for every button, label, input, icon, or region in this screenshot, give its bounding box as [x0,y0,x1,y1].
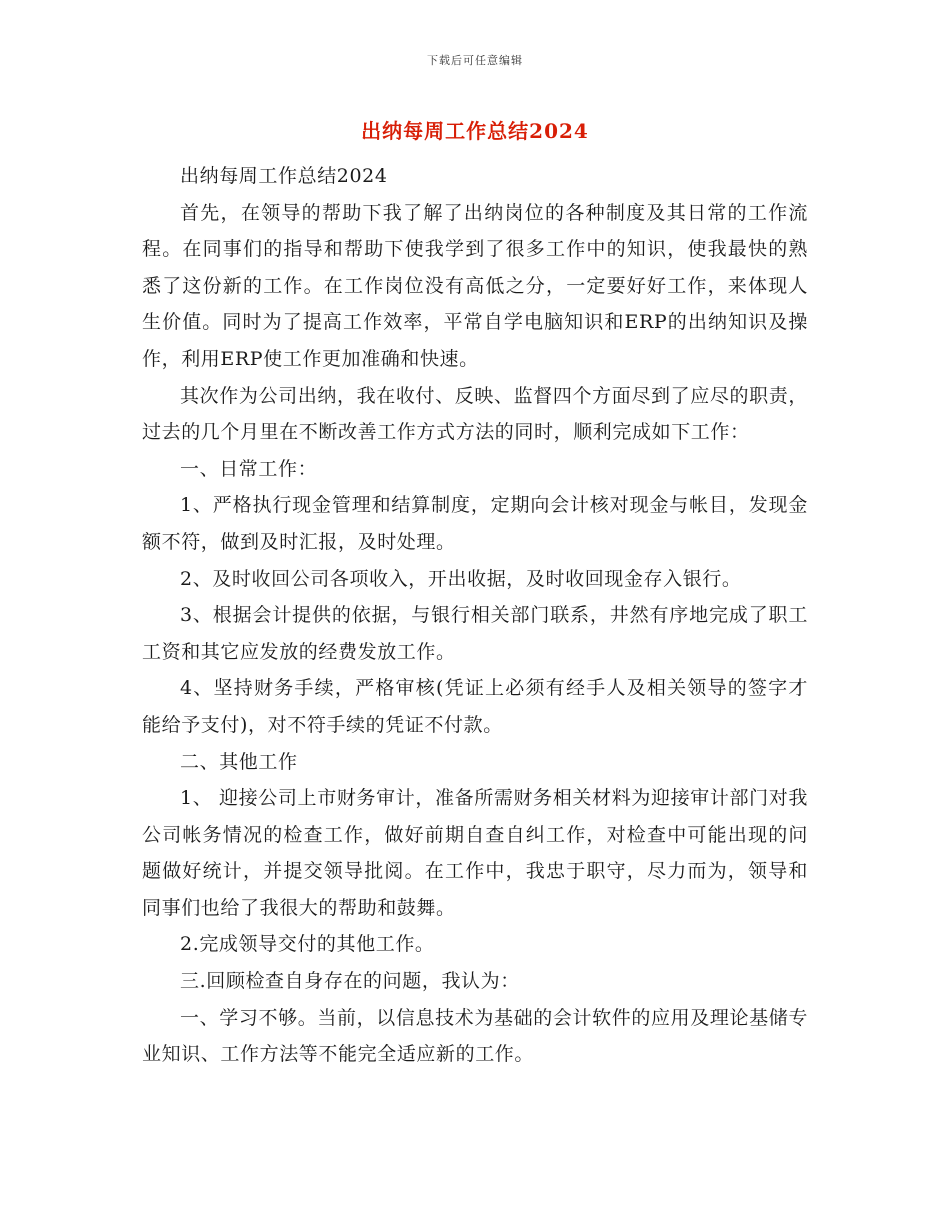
paragraph: 其次作为公司出纳，我在收付、反映、监督四个方面尽到了应尽的职责，过去的几个月里在不断改善工作方式方法的同时，顺利完成如下工作： [142,384,808,444]
list-item: 2.完成领导交付的其他工作。 [180,933,435,956]
list-item: 1、严格执行现金管理和结算制度，定期向会计核对现金与帐目，发现金额不符，做到及时汇报，及时处理。 [142,494,808,553]
section-heading: 三.回顾检查自身存在的问题，我认为： [180,970,520,993]
paragraph: 一、学习不够。当前，以信息技术为基础的会计软件的应用及理论基储专业知识、工作方法等不能完全适应新的工作。 [142,1006,808,1066]
list-item: 3、根据会计提供的依据，与银行相关部门联系，井然有序地完成了职工工资和其它应发放的经费发放工作。 [142,604,808,663]
section-heading: 二、其他工作 [180,750,298,773]
paragraph-subtitle: 出纳每周工作总结2024 [180,165,388,187]
header-note: 下载后可任意编辑 [427,54,523,67]
document-title: 出纳每周工作总结2024 [361,119,589,143]
list-item: 2、及时收回公司各项收入，开出收据，及时收回现金存入银行。 [180,567,742,590]
list-item: 1、 迎接公司上市财务审计，准备所需财务相关材料为迎接审计部门对我公司帐务情况的检查工作，做好前期自查自纠工作，对检查中可能出现的问题做好统计，并提交领导批阅。在工作中，我忠于职守，尽力而为，领导和同事们也给了我很大的帮助和鼓舞。 [142,787,808,919]
document-body [142,158,808,1073]
paragraph: 首先，在领导的帮助下我了解了出纳岗位的各种制度及其日常的工作流程。在同事们的指导和帮助下使我学到了很多工作中的知识，使我最快的熟悉了这份新的工作。在工作岗位没有高低之分，一定要好好工作，来体现人生价值。同时为了提高工作效率，平常自学电脑知识和ERP的出纳知识及操作，利用ERP使工作更加准确和快速。 [142,201,808,370]
section-heading: 一、日常工作： [180,457,318,480]
list-item: 4、坚持财务手续，严格审核(凭证上必须有经手人及相关领导的签字才能给予支付)，对不符手续的凭证不付款。 [142,677,808,736]
